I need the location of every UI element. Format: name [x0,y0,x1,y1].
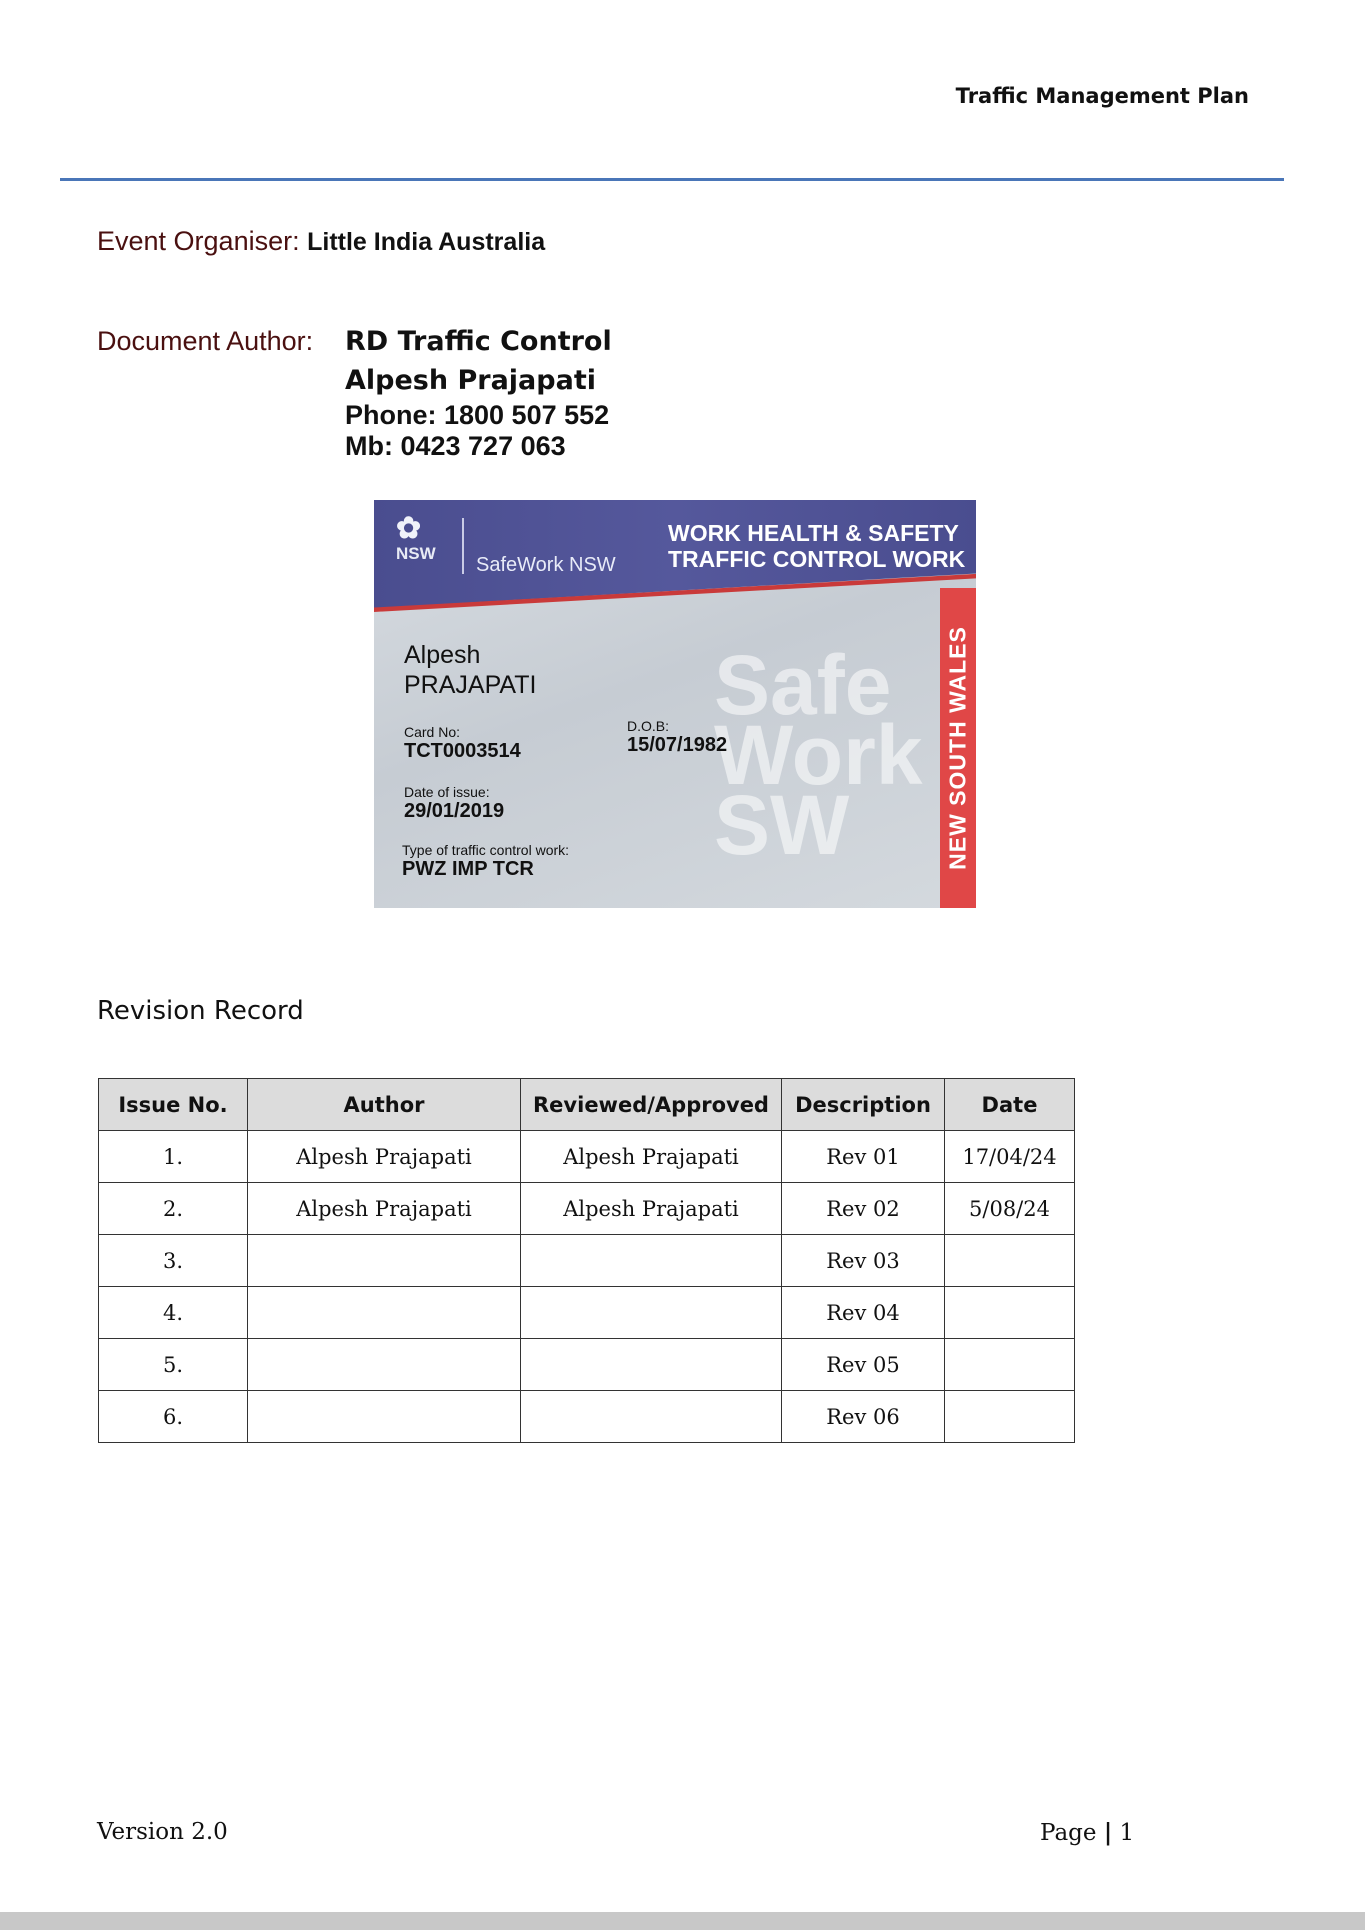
card-holder-name [404,640,536,700]
cell-description: Rev 02 [782,1183,945,1235]
cell-description: Rev 03 [782,1235,945,1287]
card-no-value: TCT0003514 [404,740,521,762]
table-row [99,1131,1075,1183]
table-row [99,1183,1075,1235]
cell-description: Rev 06 [782,1391,945,1443]
header-title: Traffic Management Plan [955,84,1249,108]
nsw-waratah-logo [396,514,450,576]
col-author: Author [248,1079,521,1131]
revision-header-row [99,1079,1075,1131]
issue-label: Date of issue: [404,784,490,800]
cell-author [248,1391,521,1443]
cell-issue-no: 6. [99,1391,248,1443]
waratah-icon: ✿ [396,512,422,545]
cell-reviewed [521,1391,782,1443]
cell-description: Rev 05 [782,1339,945,1391]
cell-author: Alpesh Prajapati [248,1183,521,1235]
author-phone: Phone: 1800 507 552 [345,400,610,430]
card-first-name: Alpesh [404,641,481,669]
watermark-line1: Safe [714,638,892,732]
col-date: Date [945,1079,1075,1131]
author-details [345,322,612,462]
table-row [99,1235,1075,1287]
dob-label: D.O.B: [627,718,670,734]
dob-value: 15/07/1982 [627,734,728,756]
author-label: Document Author: [97,326,314,356]
cell-author [248,1287,521,1339]
revision-record-title: Revision Record [97,996,304,1026]
table-row [99,1287,1075,1339]
author-name: Alpesh Prajapati [345,365,596,396]
cell-author: Alpesh Prajapati [248,1131,521,1183]
page-label: Page [1040,1820,1097,1846]
watermark-line2: Work [714,708,923,802]
card-org-name: SafeWork NSW [476,554,616,576]
card-logo-divider [462,518,464,574]
organiser-value: Little India Australia [307,228,546,256]
card-heading-line1: WORK HEALTH & SAFETY [668,520,959,546]
cell-description: Rev 04 [782,1287,945,1339]
cell-reviewed [521,1235,782,1287]
page-separator: | [1103,1819,1113,1846]
cell-reviewed: Alpesh Prajapati [521,1183,782,1235]
col-issue-no: Issue No. [99,1079,248,1131]
organiser-label: Event Organiser: [97,226,300,256]
footer-page-number [1040,1819,1134,1846]
event-organiser [97,226,545,257]
card-issue-field [404,784,504,823]
author-company: RD Traffic Control [345,326,612,357]
logo-text: NSW [396,544,436,563]
card-side-text: NEW SOUTH WALES [944,626,971,870]
header-divider [60,178,1284,181]
cell-date [945,1391,1075,1443]
cell-description: Rev 01 [782,1131,945,1183]
card-number-field [404,724,521,763]
cell-issue-no: 1. [99,1131,248,1183]
card-no-label: Card No: [404,724,461,740]
card-dob-field [627,718,727,757]
col-reviewed: Reviewed/Approved [521,1079,782,1131]
cell-date: 17/04/24 [945,1131,1075,1183]
revision-table [98,1078,1075,1443]
cell-reviewed [521,1339,782,1391]
cell-author [248,1235,521,1287]
col-description: Description [782,1079,945,1131]
table-row [99,1391,1075,1443]
cell-date [945,1287,1075,1339]
page-number: 1 [1119,1820,1135,1846]
issue-value: 29/01/2019 [404,800,505,822]
card-type-field [402,842,569,881]
cell-date: 5/08/24 [945,1183,1075,1235]
card-watermark [714,638,923,872]
watermark-line3: SW [714,778,850,872]
cell-date [945,1339,1075,1391]
type-value: PWZ IMP TCR [402,858,534,880]
cell-issue-no: 4. [99,1287,248,1339]
table-row [99,1339,1075,1391]
cell-author [248,1339,521,1391]
card-heading-line2: TRAFFIC CONTROL WORK [668,546,966,572]
cell-issue-no: 2. [99,1183,248,1235]
page-bottom-edge [0,1912,1365,1930]
cell-issue-no: 3. [99,1235,248,1287]
cell-reviewed [521,1287,782,1339]
card-last-name: PRAJAPATI [404,671,537,699]
type-label: Type of traffic control work: [402,842,570,858]
card-heading [668,520,965,572]
author-mobile: Mb: 0423 727 063 [345,431,566,461]
cell-issue-no: 5. [99,1339,248,1391]
cell-date [945,1235,1075,1287]
traffic-control-licence-card [374,500,976,908]
footer-version: Version 2.0 [97,1819,228,1845]
cell-reviewed: Alpesh Prajapati [521,1131,782,1183]
card-side-strip [940,588,976,908]
